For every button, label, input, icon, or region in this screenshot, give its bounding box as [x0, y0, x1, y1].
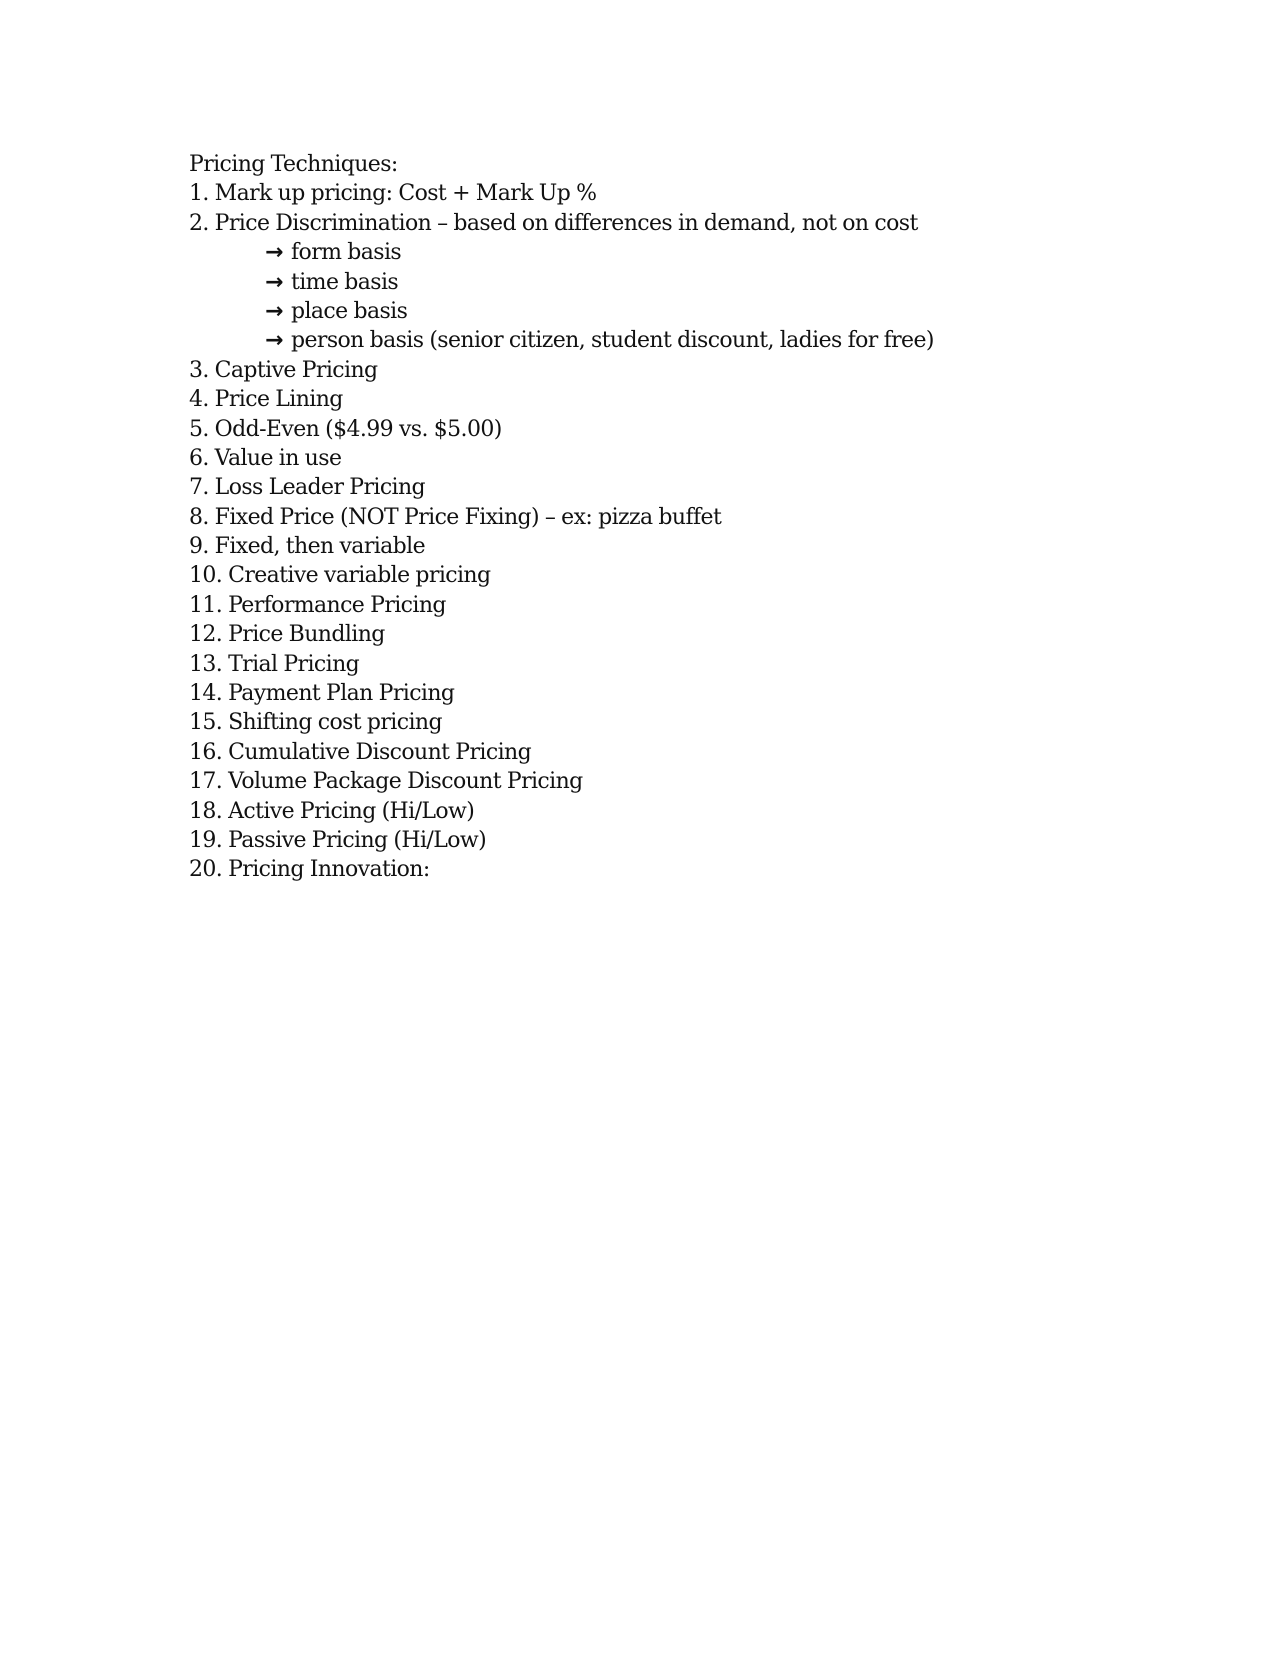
list-item: 13. Trial Pricing: [189, 651, 360, 677]
list-item: 17. Volume Package Discount Pricing: [189, 769, 583, 795]
sub-list-item-text: person basis (senior citizen, student discount, ladies for free): [291, 328, 934, 354]
list-item: 16. Cumulative Discount Pricing: [189, 739, 532, 765]
arrow-right-icon: →: [265, 269, 283, 295]
sub-list-item-text: time basis: [291, 269, 399, 295]
list-item: 14. Payment Plan Pricing: [189, 681, 455, 707]
list-item: 11. Performance Pricing: [189, 592, 446, 618]
arrow-right-icon: →: [265, 328, 283, 354]
list-item: 1. Mark up pricing: Cost + Mark Up %: [189, 181, 597, 207]
list-item: 8. Fixed Price (NOT Price Fixing) – ex: pizza buffet: [189, 504, 722, 530]
list-item: 19. Passive Pricing (Hi/Low): [189, 827, 487, 853]
list-item: 12. Price Bundling: [189, 622, 385, 648]
sub-list-item: [189, 297, 1189, 326]
sub-list-item: [189, 238, 1189, 267]
list-item: 3. Captive Pricing: [189, 357, 378, 383]
list-item: 15. Shifting cost pricing: [189, 710, 442, 736]
arrow-right-icon: →: [265, 298, 283, 324]
list-item: 20. Pricing Innovation:: [189, 857, 430, 883]
list-item: 5. Odd-Even ($4.99 vs. $5.00): [189, 416, 502, 442]
document-body: [189, 150, 1189, 885]
sub-list-item: [189, 268, 1189, 297]
list-item: 9. Fixed, then variable: [189, 534, 426, 560]
sub-list-item-text: place basis: [291, 298, 408, 324]
document-heading: Pricing Techniques:: [189, 152, 398, 177]
list-item: 6. Value in use: [189, 445, 342, 471]
list-item: 7. Loss Leader Pricing: [189, 475, 426, 501]
list-item: 2. Price Discrimination – based on differences in demand, not on cost: [189, 210, 918, 236]
list-item: 10. Creative variable pricing: [189, 563, 491, 589]
list-item: 18. Active Pricing (Hi/Low): [189, 798, 475, 824]
sub-list-item-text: form basis: [291, 240, 402, 266]
arrow-right-icon: →: [265, 240, 283, 266]
sub-list-item: [189, 326, 1189, 355]
list-item: 4. Price Lining: [189, 387, 343, 413]
